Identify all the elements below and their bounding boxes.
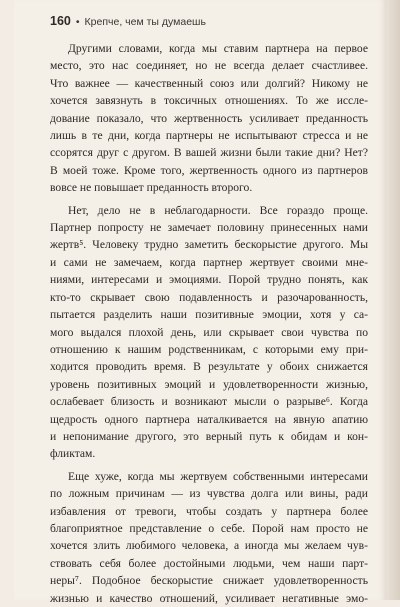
text-line: Нет, дело не в неблагодарности. Все гораздо проще. — [68, 203, 368, 217]
page-number: 160 — [50, 14, 71, 28]
text-line: пытается разделить наши позитивные эмоции, хотя у са- — [50, 308, 368, 322]
text-line: Другими словами, когда мы ставим партнера на первое — [68, 42, 368, 55]
text-line: неры⁷. Подобное бескорыстие снижает удовлетворенность — [50, 574, 368, 588]
text-line: и непонимание другого, это верный путь к обидам и кон- — [50, 429, 368, 443]
text-line: Партнер попросту не замечает половину принесенных нами — [50, 221, 368, 235]
text-line: ниями, интересами и эмоциями. Порой трудно понять, как — [50, 273, 368, 287]
paragraph-3 — [50, 468, 368, 607]
text-line: ствовать себя более достойными людьми, чем наши парт- — [50, 556, 368, 570]
page-edge — [386, 0, 400, 600]
text-line: вовсе не повышает преданность второго. — [50, 181, 253, 195]
text-line: отношению к нашим родственникам, с которыми ему при- — [50, 342, 368, 356]
paragraph-2 — [50, 202, 368, 463]
text-line: ослабевает близость и возникают мысли о разрыве⁶. Когда — [50, 395, 368, 409]
text-line: по ложным причинам — из чувства долга или вины, ради — [50, 487, 368, 501]
text-line: щедрость одного партнера наталкивается на явную апатию — [50, 412, 368, 426]
text-line: уровень позитивных эмоций и удовлетворенности жизнью, — [50, 377, 368, 391]
text-line: благоприятное представление о себе. Порой нам просто не — [50, 521, 368, 535]
running-header — [50, 14, 206, 28]
text-line: жертв⁵. Человеку трудно заметить бескорыстие другого. Мы — [50, 238, 368, 252]
text-line: хочется завязнуть в токсичных отношениях. То же иссле- — [50, 94, 368, 108]
text-line: мого выдался плохой день, или скрывает свои чувства по — [50, 325, 368, 339]
header-separator: • — [75, 16, 80, 28]
text-line: лишь в те дни, когда партнеры не испытывают стресса и не — [50, 129, 368, 143]
text-line: место, это нас соединяет, но не всегда делает счастливее. — [50, 59, 368, 73]
text-line: ссорятся друг с другом. В вашей жизни были такие дни? Нет? — [50, 146, 368, 160]
text-line: и сами не замечаем, когда партнер жертвует своими мне- — [50, 255, 368, 269]
text-line: кто-то скрывает свою подавленность и разочарованность, — [50, 290, 368, 304]
text-line: Что важнее — качественный союз или долгий? Никому не — [50, 76, 368, 90]
text-line: избавления от тревоги, чтобы создать у партнера более — [50, 504, 368, 518]
text-line: В моей тоже. Кроме того, жертвенность одного из партнеров — [50, 163, 368, 177]
text-line: ходится проводить время. В результате у обоих снижается — [50, 360, 368, 374]
text-line: Еще хуже, когда мы жертвуем собственными интересами — [68, 469, 368, 483]
text-line: дование показало, что жертвенность усиливает преданность — [50, 111, 368, 125]
text-line: жизнью и качество отношений, усиливает негативные эмо- — [50, 591, 368, 605]
body-text — [50, 40, 368, 607]
text-line: фликтам. — [50, 447, 96, 461]
running-title: Крепче, чем ты думаешь — [84, 16, 206, 28]
paragraph-1 — [50, 40, 368, 197]
text-line: хочется злить любимого человека, а иногда мы желаем чув- — [50, 539, 368, 553]
